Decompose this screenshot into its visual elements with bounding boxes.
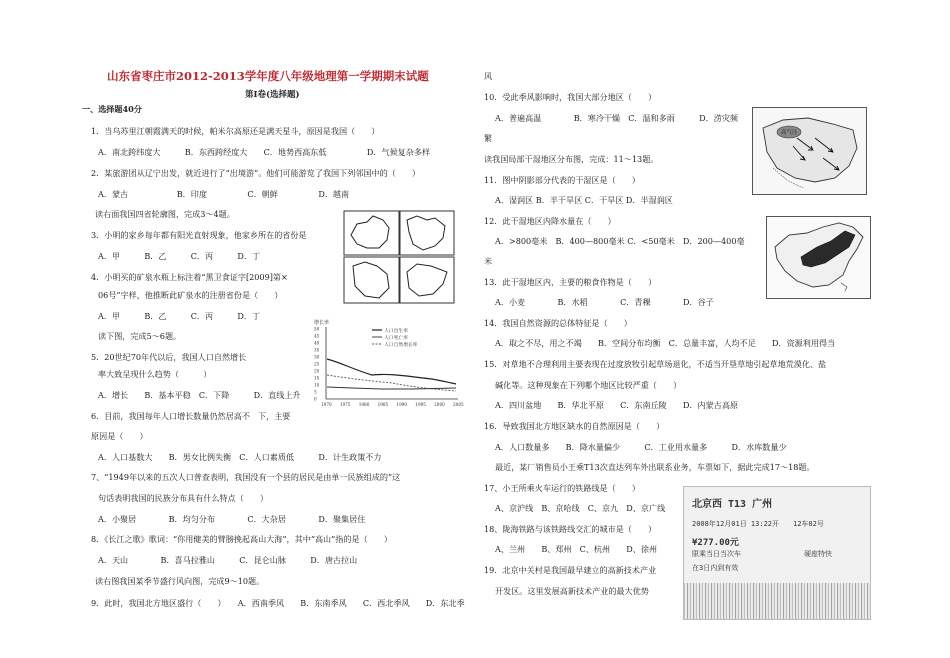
y-tick-label: 40 (314, 340, 320, 346)
question-18: 18、陇海铁路与该铁路线交汇的城市是（ ） (484, 524, 657, 534)
question-16: 16．导致我国北方地区缺水的自然原因是（ ） (484, 421, 665, 431)
series-death-rate (327, 387, 456, 389)
question-19: 19．北京中关村是我国最早建立的高新技术产业 (484, 565, 657, 575)
x-tick-label: 1990 (396, 402, 408, 407)
x-tick-label: 1970 (321, 402, 332, 407)
question-10-wrap: 繁 (484, 133, 493, 143)
question-15-options: A．四川盆地 B．华北平原 C．东南丘陵 D．内蒙古高原 (495, 400, 739, 410)
monsoon-map-svg (753, 108, 866, 194)
question-5-options: A．增长 B．基本平稳 C．下降 D．直线上升 (98, 390, 301, 400)
y-tick-label: 30 (314, 354, 320, 360)
x-tick-label: 2000 (434, 402, 445, 407)
question-6-options: A．人口基数大 B．男女比例失衡 C．人口素质低 D．计生政策不力 (98, 452, 382, 462)
instruction-17-18: 最近，某厂销售员小王乘T13次直达列车外出联系业务，车票如下，据此完成17～18题。 (495, 462, 815, 472)
question-13-options: A．小麦 B．水稻 C．青稞 D．谷子 (495, 297, 714, 307)
series-birth-rate (327, 359, 456, 384)
instruction-5-6: 读下图，完成5～6题。 (98, 331, 182, 341)
question-8-options: A．天山 B．喜马拉雅山 C．昆仑山脉 D．唐古拉山 (98, 555, 358, 565)
dry-wet-region-map (766, 216, 871, 299)
question-17: 17、小王所乘火车运行的铁路线是（ ） (484, 483, 640, 493)
question-4-cont: 06号”字样，他推断此矿泉水的注册省份是（ ） (98, 290, 283, 300)
instruction-9-10: 读右图我国某季节盛行风向图，完成9～10题。 (95, 576, 265, 586)
ticket-price: ¥277.00元 (692, 538, 739, 548)
instruction-11-13: 读我国局部干湿地区分布图，完成：11～13题。 (484, 154, 659, 164)
population-chart-svg (312, 317, 462, 409)
y-tick-label: 5 (314, 389, 317, 395)
question-12-wrap: 米 (484, 256, 493, 266)
question-5-cont: 率大致呈现什么趋势（ ） (98, 369, 212, 379)
dry-wet-map-svg (767, 217, 870, 298)
question-7-cont: 句话表明我国的民族分布具有什么特点（ ） (98, 493, 268, 503)
question-15-cont: 碱化等。这种现象在下列哪个地区比较严重（ ） (495, 380, 682, 390)
legend-label-1: 人口出生率 (384, 329, 408, 334)
question-13: 13．此干湿地区内，主要的粮食作物是（ ） (484, 277, 657, 287)
y-tick-label: 50 (314, 326, 320, 332)
question-19-cont: 开发区。这里发展高新技术产业的最大优势 (495, 586, 649, 596)
monsoon-map-figure (752, 107, 867, 195)
question-9-wrap: 风 (484, 71, 493, 81)
province-outline-svg (343, 210, 455, 304)
question-17-options: A、京沪线 B、京哈线 C、京九 D、京广线 (495, 503, 666, 513)
question-4-options: A．甲 B．乙 C．丙 D．丁 (98, 311, 261, 321)
question-14-options: A．取之不尽，用之不竭 B．空间分布均衡 C．总量丰富，人均不足 D．资源利用得当 (495, 338, 836, 348)
question-18-options: A、兰州 B、郑州 C、杭州 D、徐州 (495, 544, 658, 554)
question-1-options: A．南北跨纬度大 B．东西跨经度大 C．地势西高东低 D．气候复杂多样 (98, 147, 431, 157)
x-tick-label: 2005 (453, 402, 464, 407)
y-tick-label: 25 (314, 361, 320, 367)
question-11: 11．图中阴影部分代表的干湿区是（ ） (484, 175, 640, 185)
population-chart (312, 317, 462, 409)
section-heading: 一、选择题40分 (82, 104, 142, 114)
ticket-noise-pattern (684, 583, 870, 619)
question-12: 12．此干湿地区内降水量在（ ） (484, 216, 616, 226)
ticket-expiry: 在3日内到有效 (692, 564, 739, 572)
ticket-validity: 限乘当日当次车 硬座特快 (692, 550, 832, 558)
question-10-options: A．普遍高温 B．寒冷干燥 C．温和多雨 D．涝灾频 (495, 113, 739, 123)
question-6: 6．目前，我国每年人口增长数量仍然居高不 下，主要 (91, 411, 291, 421)
question-12-options: A．>800毫米 B．400—800毫米 C．<50毫米 D．200—400毫 (495, 236, 745, 246)
ticket-route: 北京西 T13 广州 (692, 499, 773, 510)
question-7-options: A．小聚居 B．均匀分布 C．大杂居 D．聚集居住 (98, 514, 366, 524)
question-8: 8．《长江之歌》歌词：“你用健美的臂膀挽起高山大海”，其中“高山”指的是（ ） (91, 534, 392, 544)
x-tick-label: 1980 (358, 402, 370, 407)
question-11-options: A．湿润区 B．半干旱区 C．干旱区 D．半湿润区 (495, 195, 673, 205)
question-14: 14．我国自然资源的总体特征是（ ） (484, 318, 632, 328)
question-2: 2．某旅游团从辽宁出发，就近进行了“出境游”。他们可能游览了我国下列邻国中的（ ） (91, 168, 421, 178)
instruction-3-4: 读右面我国四省轮廓图，完成3～4题。 (95, 209, 235, 219)
section-subtitle: 第Ⅰ卷(选择题) (245, 90, 300, 100)
y-tick-label: 20 (314, 368, 320, 374)
x-tick-label: 1975 (339, 402, 351, 407)
question-10: 10．受此季风影响时，我国大部分地区（ ） (484, 92, 657, 102)
question-5: 5．20世纪70年代以后，我国人口自然增长 (91, 352, 247, 362)
question-3: 3．小明的家乡每年都有阳光直射现象，他家乡所在的省份是 (91, 230, 307, 240)
question-9: 9．此时，我国北方地区盛行（ ） A．西南季风 B．东南季风 C．西北季风 D．东北季 (91, 598, 465, 608)
question-3-options: A．甲 B．乙 C．丙 D．丁 (98, 251, 261, 261)
question-2-options: A．蒙古 B．印度 C．朝鲜 D．越南 (98, 189, 350, 199)
province-outline-figure (343, 210, 455, 304)
question-4: 4．小明买的矿泉水瓶上标注着“黑卫食证字[2009]第× (91, 272, 288, 282)
question-7: 7、“1949年以来的五次人口普查表明，我国没有一个县的居民是由单一民族组成的”这 (91, 472, 401, 482)
chart-x-ticks (321, 402, 464, 407)
y-tick-label: 45 (314, 333, 320, 339)
y-tick-label: 15 (314, 375, 320, 381)
chart-legend (372, 327, 418, 348)
question-1: 1．当乌苏里江朝霞满天的时候，帕米尔高原还是满天星斗，原因是我国（ ） (91, 126, 380, 136)
question-6-cont: 原因是（ ） (91, 431, 148, 441)
chart-ylabel: 增长率 (314, 320, 330, 326)
chart-y-ticks (314, 327, 320, 402)
question-15: 15．对草地不合理利用主要表现在过度放牧引起草场退化，不适当开垦草地引起草地荒漠化、盐 (484, 359, 827, 369)
x-tick-label: 1985 (377, 402, 389, 407)
y-tick-label: 35 (314, 347, 320, 353)
ticket-datetime: 2008年12月01日 13:22开 12车02号 (692, 520, 824, 528)
y-tick-label: 10 (314, 382, 320, 388)
legend-label-3: 人口自然增长率 (384, 343, 418, 348)
question-16-options: A．人口数量多 B．降水量偏少 C．工业用水量多 D．水库数量少 (495, 442, 787, 452)
y-tick-label: 0 (314, 396, 317, 402)
map-high-pressure-label: 高气压 (781, 130, 798, 136)
page-title: 山东省枣庄市2012-2013学年度八年级地理第一学期期末试题 (107, 69, 429, 83)
train-ticket (683, 486, 871, 620)
x-tick-label: 1995 (415, 402, 426, 407)
legend-label-2: 人口死亡率 (384, 336, 408, 341)
